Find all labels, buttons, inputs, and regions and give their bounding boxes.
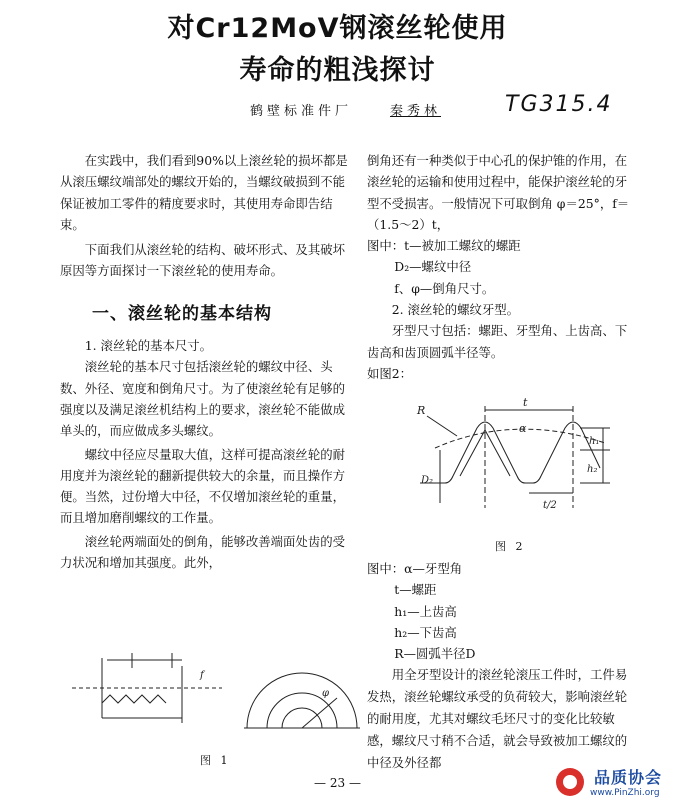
paragraph: 下面我们从滚丝轮的结构、破坏形式、及其破坏原因等方面探讨一下滚丝轮的使用寿命。 [60,242,345,279]
fig2-t-half-label: t/2 [543,500,557,511]
legend-line: D₂—螺纹中径 [394,259,472,275]
paragraph: 滚丝轮两端面处的倒角，能够改善端面处齿的受力状况和增加其强度。此外， [60,533,345,571]
figure-2-diagram [415,398,615,518]
fig2-h2-label: h₂ [587,464,598,475]
right-column [367,150,637,384]
classification-number: TG315.4 [505,92,613,117]
figure-1-diagram [72,648,362,748]
subsection-heading: 2. 滚丝轮的螺纹牙型。 [391,302,520,318]
right-column-lower [367,558,639,774]
legend-line: 图中：t—被加工螺纹的螺距 [367,238,521,254]
paragraph: 牙型尺寸包括：螺距、牙型角、上齿高、下齿高和齿顶圆弧半径等。 [367,323,628,360]
article-title-line1: 对Cr12MoV钢滚丝轮使用 [167,13,508,44]
fig1-phi-label: φ [322,688,330,699]
paragraph: 如图2： [367,365,413,381]
watermark-name: 品质协会 [594,768,663,787]
fig1-f-label: f [200,670,204,681]
section-heading: 一、滚丝轮的基本结构 [92,303,272,324]
author-name: 秦秀林 [390,104,442,119]
paragraph: 螺纹中径应尽量取大值，这样可提高滚丝轮的耐用度并为滚丝轮的翻新提供较大的余量，而且操作方便。当然，过份增大中径，不仅增加滚丝轮的重量，而且增加磨削螺纹的工作量。 [60,446,345,526]
fig2-h1-label: h₁ [589,436,600,447]
legend-line: 图中：α—牙型角 [367,561,463,576]
legend-line: h₂—下齿高 [394,624,457,640]
paragraph: 在实践中，我们看到90%以上滚丝轮的损坏都是从滚压螺纹端部处的螺纹开始的，当螺纹破损到不能保证被加工零件的精度要求时，其使用寿命即告结束。 [60,153,348,232]
legend-line: t—螺距 [394,582,437,598]
left-column [60,150,350,573]
fig2-t-label: t [523,398,528,409]
paragraph: 滚丝轮的基本尺寸包括滚丝轮的螺纹中径、头数、外径、宽度和倒角尺寸。为了使滚丝轮有足够的强度以及满足滚丝机结构上的要求，滚丝轮不能做成单头的，而应做成多头螺纹。 [60,359,345,439]
legend-line: R—圆弧半径D [394,646,476,662]
figure-1-caption: 图 1 [200,754,231,767]
paragraph: 倒角还有一种类似于中心孔的保护锥的作用，在滚丝轮的运输和使用过程中，能保护滚丝轮的牙型不受损害。一般情况下可取倒角 φ＝25°，f＝（1.5～2）t， [367,153,630,232]
author-organization: 鹤壁标准件厂 [250,104,353,119]
subsection-heading: 1. 滚丝轮的基本尺寸。 [84,338,213,354]
fig2-d2-label: D₂ [421,475,434,486]
legend-line: h₁—上齿高 [394,603,457,619]
fig2-alpha-label: α [519,422,527,435]
fig2-r-label: R [417,404,426,417]
paragraph: 用全牙型设计的滚丝轮滚压工件时，工件易发热，滚丝轮螺纹承受的负荷较大，影响滚丝轮的耐用度，尤其对螺纹毛坯尺寸的变化比较敏感，螺纹尺寸稍不合适，就会导致被加工螺纹的中径及外径都 [367,667,628,771]
watermark-url: www.PinZhi.org [590,788,660,798]
figure-2-caption: 图 2 [495,540,526,553]
page-number: — 23 — [314,776,361,790]
legend-line: f、φ—倒角尺寸。 [394,280,495,296]
article-title-line2: 寿命的粗浅探讨 [239,55,436,86]
